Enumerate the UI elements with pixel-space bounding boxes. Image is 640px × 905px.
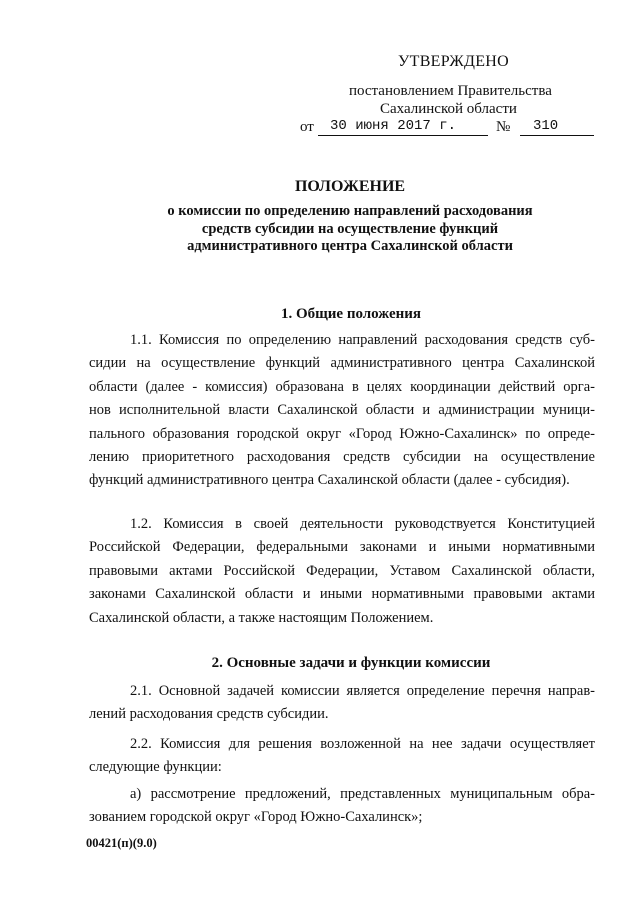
document-title: ПОЛОЖЕНИЕ — [294, 178, 406, 195]
text-line: 2.2. Комиссия для решения возложенной на нее задачи осуществляет — [130, 736, 595, 752]
section-heading: 1. Общие положения — [280, 306, 422, 322]
section-heading: 2. Основные задачи и функции комиссии — [211, 655, 491, 671]
text-line: лений расходования средств субсидии. — [89, 706, 329, 723]
text-line: области (далее - комиссия) образована в целях координации действий орга- — [89, 378, 595, 395]
text-line: следующие функции: — [89, 759, 222, 776]
text-line: законами Сахалинской области и иными нормативными правовыми актами — [89, 586, 595, 603]
text-line: нов исполнительной власти Сахалинской области и администрации муници- — [89, 402, 595, 419]
text-line: 2.1. Основной задачей комиссии является определение перечня направ- — [130, 683, 595, 699]
text-line: Российской Федерации, федеральными законами и иными нормативными — [89, 539, 595, 556]
date-field — [318, 118, 488, 136]
footer-document-code: 00421(п)(9.0) — [86, 836, 157, 850]
text-line: а) рассмотрение предложений, представленных муниципальным обра- — [130, 786, 595, 802]
paragraph-2-2 — [89, 733, 595, 780]
text-line: лению приоритетного расходования средств субсидии на осуществление — [89, 448, 595, 465]
text-line: 1.2. Комиссия в своей деятельности руководствуется Конституцией — [130, 516, 595, 532]
approved-title: УТВЕРЖДЕНО — [398, 53, 510, 70]
date-value: 30 июня 2017 г. — [330, 118, 457, 134]
text-line: Сахалинской области, а также настоящим Положением. — [89, 609, 434, 626]
paragraph-1-2 — [89, 513, 595, 630]
paragraph-2-1 — [89, 680, 595, 727]
text-line: функций административного центра Сахалинской области (далее - субсидия). — [89, 472, 570, 489]
subtitle-line: административного центра Сахалинской области — [187, 238, 513, 254]
number-field — [520, 118, 594, 136]
approval-date-row — [300, 118, 600, 140]
document-subtitle — [0, 203, 640, 256]
number-label: № — [496, 119, 511, 135]
number-value: 310 — [533, 118, 559, 134]
subtitle-line: о комиссии по определению направлений расходования — [167, 203, 533, 219]
subtitle-line: средств субсидии на осуществление функций — [201, 220, 499, 237]
text-line: правовыми актами Российской Федерации, Уставом Сахалинской области, — [89, 562, 595, 579]
text-line: 1.1. Комиссия по определению направлений расходования средств суб- — [130, 332, 595, 348]
paragraph-1-1 — [89, 329, 595, 493]
approved-region-line: Сахалинской области — [380, 101, 517, 117]
approved-by-line: постановлением Правительства — [349, 83, 552, 99]
paragraph-2-2-a — [89, 783, 595, 830]
text-line: сидии на осуществление функций административного центра Сахалинской — [89, 355, 595, 372]
text-line: зованием городской округ «Город Южно-Сахалинск»; — [89, 809, 423, 826]
text-line: пального образования городской округ «Город Южно-Сахалинск» по опреде- — [89, 425, 595, 442]
date-label: от — [300, 119, 314, 135]
